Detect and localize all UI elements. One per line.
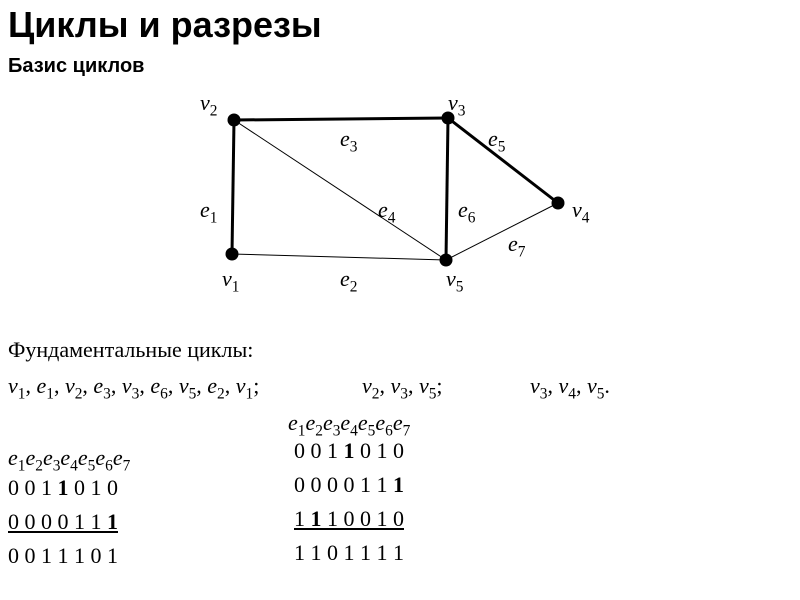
vertex-label-v4: $v_4$ bbox=[572, 197, 590, 227]
vertex-label-v5: $v_5$ bbox=[446, 266, 464, 296]
edge-label-e2: $e_2$ bbox=[340, 266, 358, 296]
edge-e1 bbox=[232, 120, 234, 254]
right-matrix-row-2: 0 0 0 0 1 1 1 bbox=[294, 472, 404, 497]
page-title: Циклы и разрезы bbox=[8, 4, 322, 45]
cycles-heading: Фундаментальные циклы: bbox=[8, 337, 254, 362]
edge-label-e6: $e_6$ bbox=[458, 197, 476, 227]
edge-label-e7: $e_7$ bbox=[508, 231, 526, 261]
vertex-label-v2: $v_2$ bbox=[200, 90, 218, 120]
left-matrix-row-3: 0 0 1 1 1 0 1 bbox=[8, 543, 118, 568]
edge-label-e5: $e_5$ bbox=[488, 126, 506, 156]
right-matrix-row-1: 0 0 1 1 0 1 0 bbox=[294, 438, 404, 463]
edge-label-e1: $e_1$ bbox=[200, 197, 218, 227]
left-matrix-row-1: 0 0 1 1 0 1 0 bbox=[8, 475, 118, 500]
edge-e3 bbox=[234, 118, 448, 120]
edge-e2 bbox=[232, 254, 446, 260]
edge-label-e4: $e_4$ bbox=[378, 197, 396, 227]
vertex-v5 bbox=[440, 254, 453, 267]
vertex-label-v1: $v_1$ bbox=[222, 266, 240, 296]
vertex-v2 bbox=[228, 114, 241, 127]
right-matrix-row-4: 1 1 0 1 1 1 1 bbox=[294, 540, 404, 565]
vertex-v4 bbox=[552, 197, 565, 210]
edge-label-e3: $e_3$ bbox=[340, 126, 358, 156]
section-subtitle: Базис циклов bbox=[8, 55, 145, 77]
vertex-label-v3: $v_3$ bbox=[448, 90, 466, 120]
table-header-left: $e_1e_2e_3e_4e_5e_6e_7$ bbox=[8, 445, 131, 475]
cycle-2: $v_2$, $v_3$, $v_5$; bbox=[362, 373, 443, 403]
edge-e6 bbox=[446, 118, 448, 260]
table-header-right: $e_1e_2e_3e_4e_5e_6e_7$ bbox=[288, 410, 411, 440]
right-matrix-row-3: 1 1 1 0 0 1 0 bbox=[294, 506, 404, 531]
vertex-v1 bbox=[226, 248, 239, 261]
cycle-3: $v_3$, $v_4$, $v_5$. bbox=[530, 373, 610, 403]
cycle-1: $v_1$, $e_1$, $v_2$, $e_3$, $v_3$, $e_6$, $v_5$, $e_2$, $v_1$; bbox=[8, 373, 260, 403]
left-matrix-row-2: 0 0 0 0 1 1 1 bbox=[8, 509, 118, 534]
